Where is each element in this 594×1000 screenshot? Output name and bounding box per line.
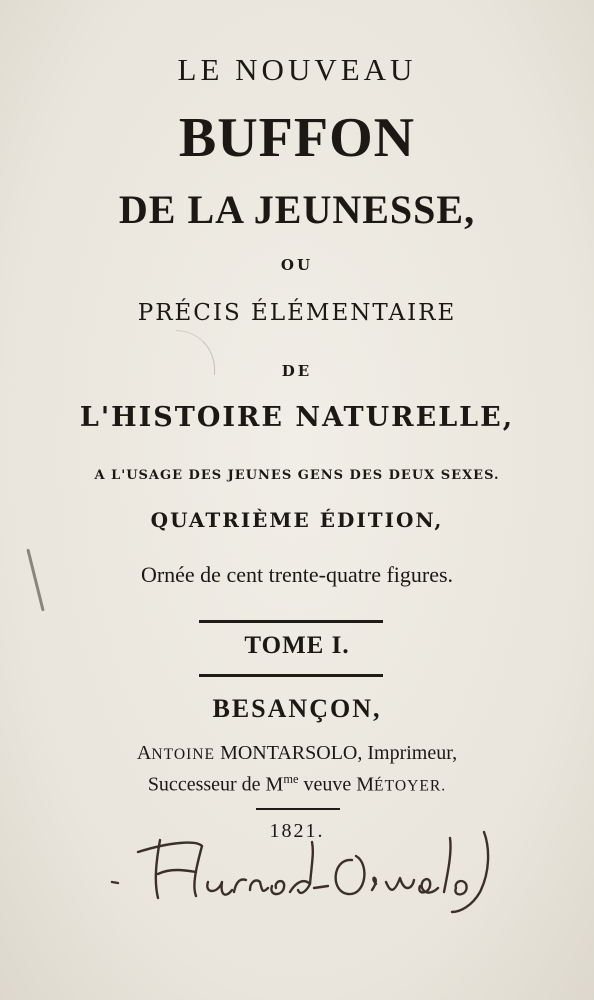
imprint-printer	[0, 742, 594, 765]
title-line-de-la-jeunesse: DE LA JEUNESSE,	[118, 187, 476, 232]
rule-top	[199, 620, 383, 623]
rule-bottom	[199, 674, 383, 677]
title-line-le-nouveau: LE NOUVEAU	[177, 52, 417, 87]
imprint-city: BESANÇON,	[212, 694, 382, 723]
successor-mid: veuve	[298, 773, 357, 796]
subtitle-precis: PRÉCIS ÉLÉMENTAIRE	[137, 300, 457, 326]
successor-initial: M	[356, 773, 375, 796]
successor-sup: me	[283, 772, 299, 786]
successor-rest: ÉTOYER.	[374, 777, 447, 795]
subtitle-histoire-naturelle: L'HISTOIRE NATURELLE,	[79, 402, 515, 433]
successor-prefix: Successeur de M	[147, 773, 284, 796]
volume-label: TOME I.	[244, 632, 350, 659]
imprint-year: 1821.	[269, 820, 325, 842]
title-line-ou: OU	[280, 256, 314, 274]
handwritten-signature	[100, 812, 500, 922]
printer-initial: A	[136, 742, 152, 764]
printer-first-rest: NTOINE	[151, 746, 216, 763]
audience-line: A L'USAGE DES JEUNES GENS DES DEUX SEXES.	[94, 468, 500, 483]
edition-line: QUATRIÈME ÉDITION,	[150, 508, 444, 532]
printer-name: MONTARSOLO, Imprimeur,	[220, 742, 458, 764]
title-line-buffon: BUFFON	[178, 107, 416, 169]
subtitle-de: DE	[281, 362, 313, 380]
figures-line: Ornée de cent trente-quatre figures.	[140, 562, 454, 587]
imprint-successor	[0, 772, 594, 797]
rule-short	[256, 808, 340, 810]
